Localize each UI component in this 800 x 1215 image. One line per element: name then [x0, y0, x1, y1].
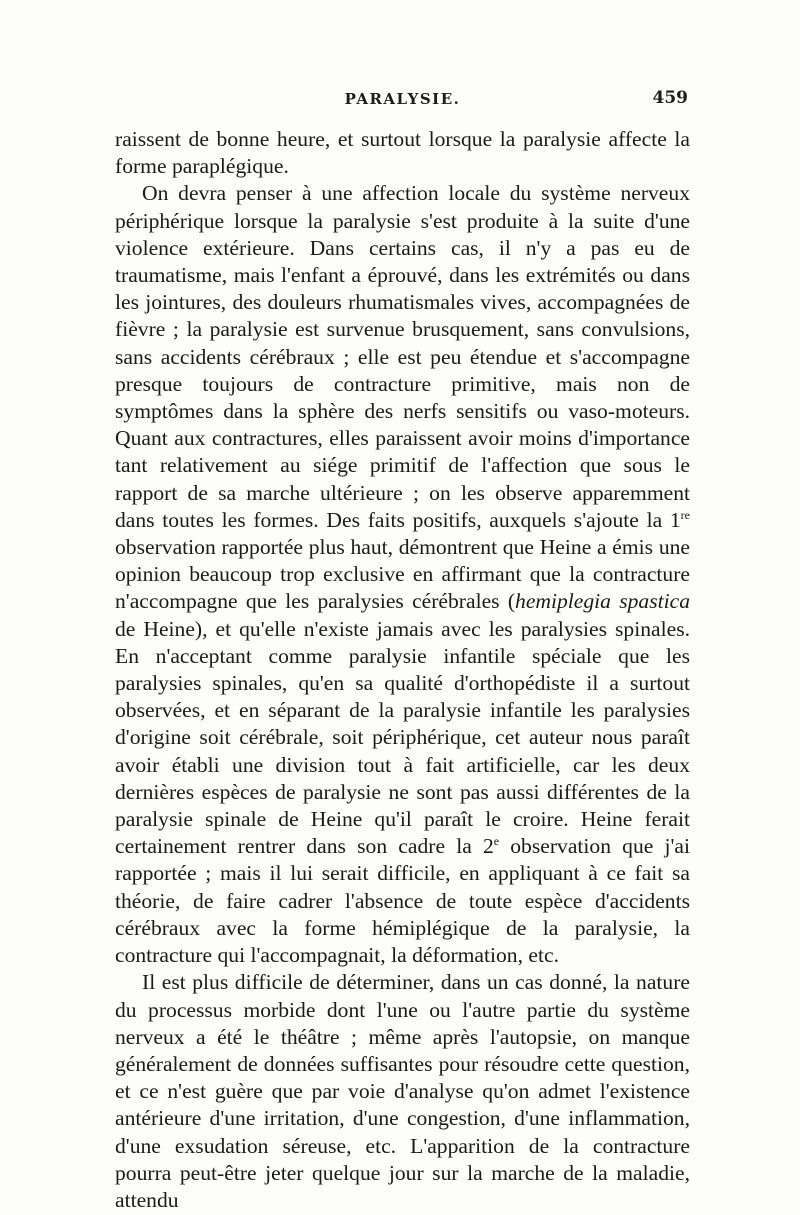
body-text — [115, 126, 690, 1214]
text-run: de Heine), et qu'elle n'existe jamais avec les paralysies spinales. En n'acceptant comme paralysie infantile spéciale que les paralysies spinales, qu'en sa qualité d'orthopédiste il a surtout observées, et en séparant de la paralysie infantile les paralysies d'origine soit cérébrale, soit périphérique, cet auteur nous paraît avoir établi une division tout à fait artificielle, car les deux dernières espèces de paralysie ne sont pas aussi différentes de la paralysie spinale de Heine qu'il paraît le croire. Heine ferait certainement rentrer dans son cadre la 2 — [115, 616, 690, 859]
paragraph-continuation — [115, 126, 690, 180]
text-run: On devra penser à une affection locale du système nerveux périphérique lorsque la paralysie s'est produite à la suite d'une violence extérieure. Dans certains cas, il n'y a pas eu de traumatisme, mais l'enfant a éprouvé, dans les extrémités ou dans les jointures, des douleurs rhumatismales vives, accompagnées de fièvre ; la paralysie est survenue brusquement, sans convulsions, sans accidents cérébraux ; elle est peu étendue et s'accompagne presque toujours de contracture primitive, mais non de symptômes dans la sphère des nerfs sensitifs ou vaso-moteurs. Quant aux contractures, elles paraissent avoir moins d'importance tant relativement au siége primitif de l'affection que sous le rapport de sa marche ultérieure ; on les observe apparemment dans toutes les formes. Des faits positifs, auxquels s'ajoute la 1 — [115, 181, 690, 532]
page-number: 459 — [652, 88, 688, 108]
text-run: observation rapportée plus haut, démontrent que Heine a émis une opinion beaucoup trop exclusive en affirmant que la contracture n'accompagne que les paralysies cérébrales ( — [115, 535, 690, 614]
paragraph-localisation — [115, 180, 690, 969]
paragraph-text: raissent de bonne heure, et surtout lorsque la paralysie affecte la forme paraplégique. — [115, 127, 690, 179]
paragraph-text: Il est plus difficile de déterminer, dans un cas donné, la nature du processus morbide dont l'une ou l'autre partie du système nerveux a été le théâtre ; même après l'autopsie, on manque généralement de données suffisantes pour résoudre cette question, et ce n'est guère que par voie d'analyse qu'on admet l'existence antérieure d'une irritation, d'une congestion, d'une inflammation, d'une exsudation séreuse, etc. L'apparition de la contracture pourra peut-être jeter quelque jour sur la marche de la maladie, attendu — [115, 970, 690, 1212]
running-title: PARALYSIE. — [344, 90, 461, 108]
text-run: observation que j'ai rapportée ; mais il lui serait difficile, en appliquant à ce fait sa théorie, de faire cadrer l'absence de toute espèce d'accidents cérébraux avec la forme hémiplégique de la paralysie, la contracture qui l'accompagnait, la déformation, etc. — [115, 834, 690, 968]
ordinal-superscript: re — [680, 507, 690, 522]
paragraph-processus — [115, 969, 690, 1214]
ordinal-superscript: e — [493, 834, 500, 849]
running-head — [115, 88, 690, 110]
latin-term: hemiplegia spastica — [515, 589, 690, 614]
